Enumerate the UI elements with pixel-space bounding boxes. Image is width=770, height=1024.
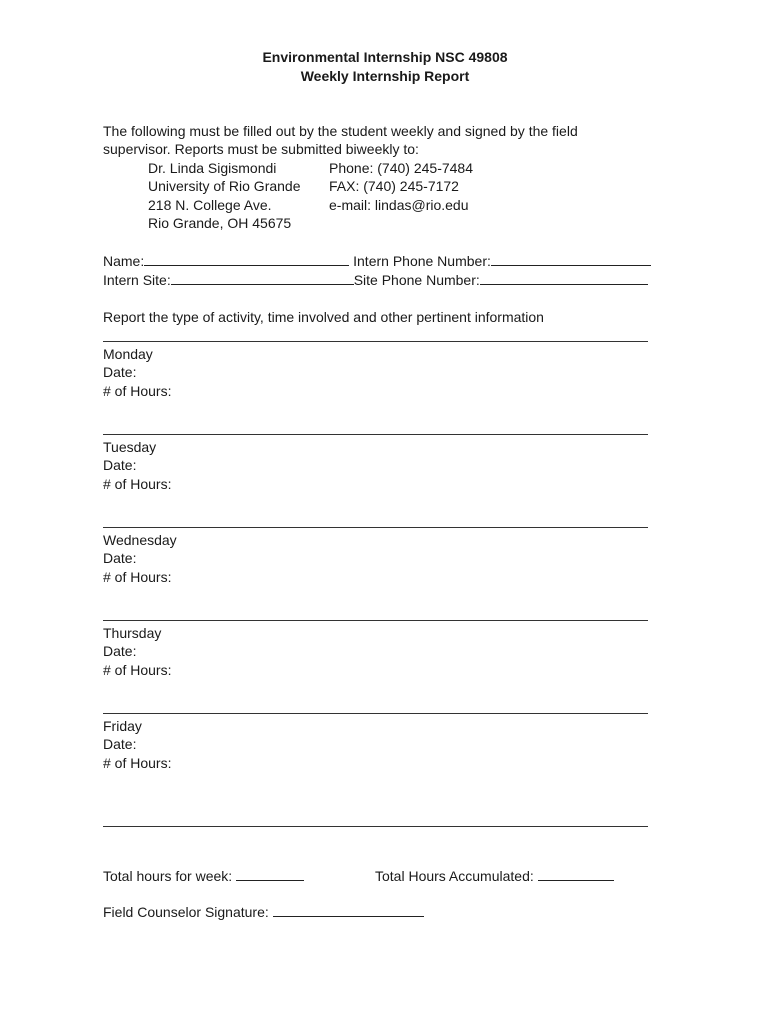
contact-street: 218 N. College Ave. — [148, 197, 272, 213]
intern-phone-field[interactable] — [491, 252, 651, 266]
page-title: Environmental Internship NSC 49808 — [262, 49, 508, 65]
signature-label: Field Counselor Signature: — [103, 904, 269, 920]
contact-city: Rio Grande, OH 45675 — [148, 215, 292, 231]
contact-university: University of Rio Grande — [148, 178, 301, 194]
site-phone-field[interactable] — [480, 271, 648, 285]
section-divider — [103, 434, 648, 435]
section-divider — [103, 620, 648, 621]
intro-line-2: supervisor. Reports must be submitted biweekly to: — [103, 141, 419, 157]
section-divider — [103, 713, 648, 714]
total-week-label: Total hours for week: — [103, 868, 233, 884]
activity-instruction: Report the type of activity, time involved and other pertinent information — [103, 309, 544, 325]
name-field[interactable] — [144, 252, 349, 266]
contact-email: e-mail: lindas@rio.edu — [329, 197, 469, 213]
day-label-monday: Monday — [103, 346, 153, 362]
hours-label-monday[interactable]: # of Hours: — [103, 383, 172, 399]
total-week-row — [103, 867, 304, 885]
date-label-wednesday[interactable]: Date: — [103, 550, 137, 566]
hours-label-friday[interactable]: # of Hours: — [103, 755, 172, 771]
intern-phone-label: Intern Phone Number: — [353, 253, 491, 269]
day-label-friday: Friday — [103, 718, 142, 734]
name-row — [103, 252, 651, 270]
date-label-friday[interactable]: Date: — [103, 736, 137, 752]
day-label-tuesday: Tuesday — [103, 439, 157, 455]
total-accumulated-field[interactable] — [538, 867, 614, 881]
signature-field[interactable] — [273, 903, 424, 917]
total-accumulated-row — [375, 867, 614, 885]
total-accumulated-label: Total Hours Accumulated: — [375, 868, 534, 884]
date-label-tuesday[interactable]: Date: — [103, 457, 137, 473]
section-divider — [103, 826, 648, 827]
intro-line-1: The following must be filled out by the student weekly and signed by the field — [103, 123, 578, 139]
section-divider — [103, 527, 648, 528]
contact-fax: FAX: (740) 245-7172 — [329, 178, 459, 194]
hours-label-tuesday[interactable]: # of Hours: — [103, 476, 172, 492]
intern-site-field[interactable] — [171, 271, 354, 285]
intern-site-label: Intern Site: — [103, 272, 171, 288]
hours-label-wednesday[interactable]: # of Hours: — [103, 569, 172, 585]
site-phone-label: Site Phone Number: — [353, 272, 480, 288]
site-row — [103, 271, 648, 289]
signature-row — [103, 903, 424, 921]
page-subtitle: Weekly Internship Report — [300, 68, 470, 84]
day-label-thursday: Thursday — [103, 625, 162, 641]
date-label-monday[interactable]: Date: — [103, 364, 137, 380]
hours-label-thursday[interactable]: # of Hours: — [103, 662, 172, 678]
date-label-thursday[interactable]: Date: — [103, 643, 137, 659]
total-week-field[interactable] — [236, 867, 304, 881]
section-divider — [103, 341, 648, 342]
name-label: Name: — [103, 253, 145, 269]
day-label-wednesday: Wednesday — [103, 532, 177, 548]
contact-name: Dr. Linda Sigismondi — [148, 160, 277, 176]
contact-phone: Phone: (740) 245-7484 — [329, 160, 473, 176]
